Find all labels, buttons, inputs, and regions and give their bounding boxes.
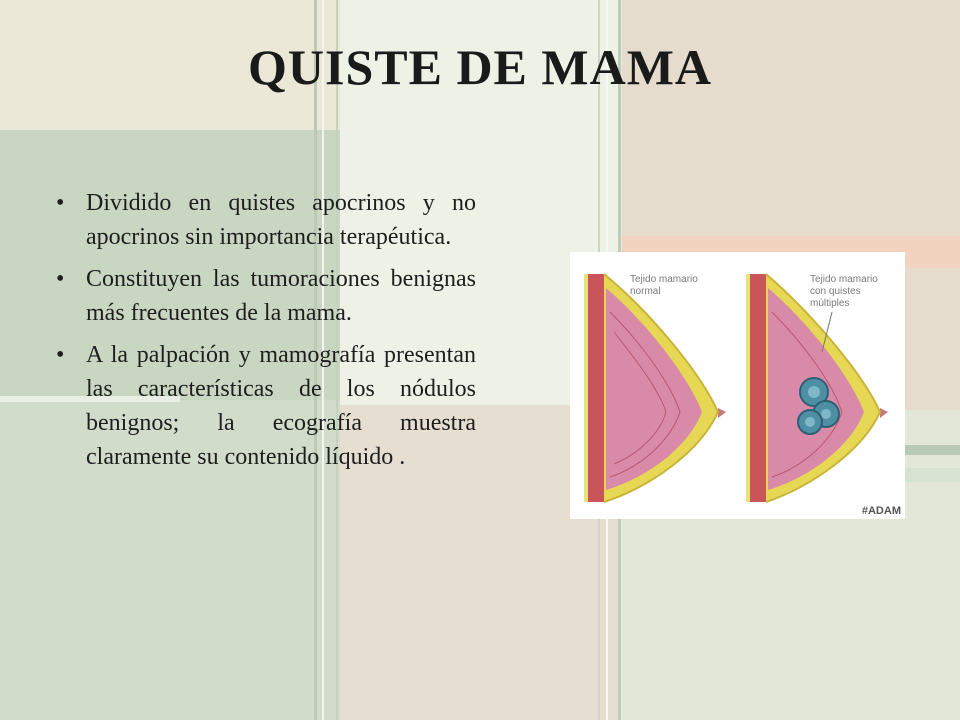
slide-title: QUISTE DE MAMA bbox=[247, 39, 713, 95]
label-cysts-tissue: Tejido mamario con quistes múltiples bbox=[810, 274, 878, 309]
bullet-marker: • bbox=[56, 190, 65, 216]
bullet-marker: • bbox=[56, 342, 65, 368]
bg-stripe-green bbox=[905, 445, 960, 455]
bullet-text-2: Constituyen las tumoraciones benignas más frecuentes de la mama. bbox=[86, 266, 476, 326]
breast-cyst-illustration bbox=[570, 252, 905, 519]
bullet-item-1 bbox=[56, 186, 476, 254]
bullet-text-1: Dividido en quistes apocrinos y no apocrinos sin importancia terapéutica. bbox=[86, 190, 476, 250]
bullet-list bbox=[56, 186, 476, 482]
adam-logo: #ADAM bbox=[861, 505, 901, 517]
bullet-marker: • bbox=[56, 266, 65, 292]
bullet-item-3 bbox=[56, 338, 476, 474]
bullet-text-3: A la palpación y mamografía presentan las características de los nódulos benignos; la ecografía muestra claramente su contenido líquido . bbox=[86, 342, 476, 470]
bg-stripe-light bbox=[905, 468, 960, 482]
breast-normal-figure bbox=[584, 274, 726, 502]
label-normal-tissue: Tejido mamario normal bbox=[630, 274, 698, 297]
bullet-item-2 bbox=[56, 262, 476, 330]
